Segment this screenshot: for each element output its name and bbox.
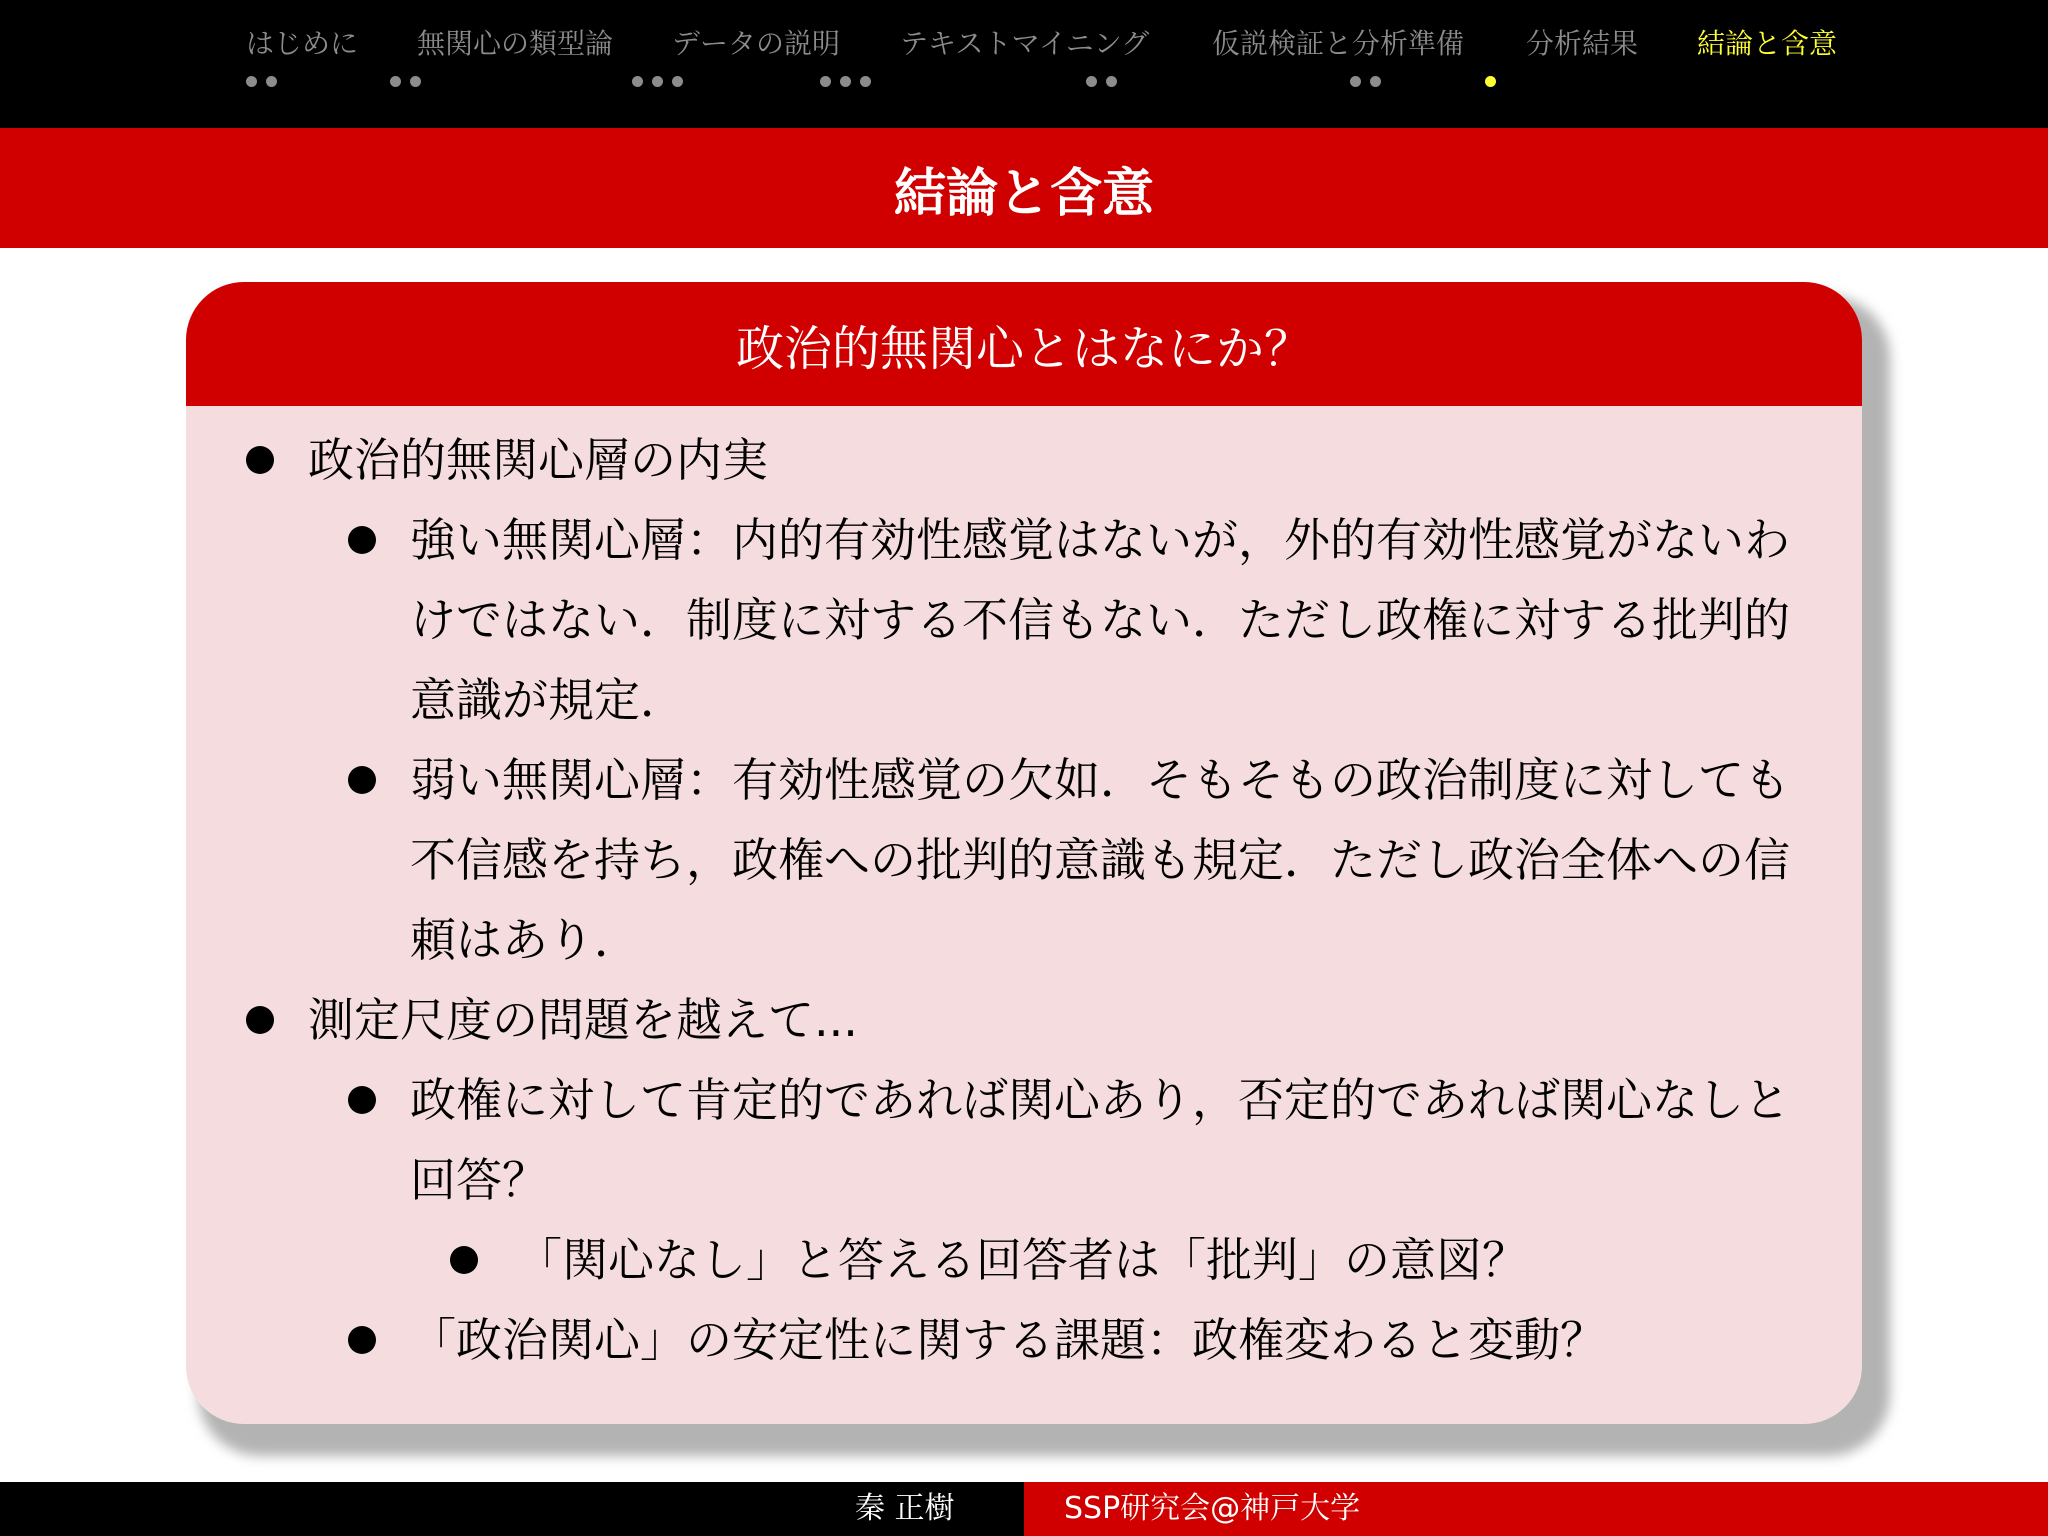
- nav-subsection-dots: [1350, 70, 1390, 92]
- list-item: [186, 420, 1862, 500]
- list-item: [186, 1300, 1756, 1380]
- nav-section-label: データの説明: [672, 27, 841, 60]
- nav-section-hypothesis[interactable]: [1212, 24, 1464, 92]
- block-body: [186, 406, 1862, 1380]
- block-title: 政治的無関心とはなにか？: [735, 320, 1312, 377]
- list-item-text: 測定尺度の問題を越えて...: [308, 993, 858, 1047]
- nav-section-typology[interactable]: [417, 24, 613, 92]
- nav-subsection-dots: [632, 70, 692, 92]
- list-item-text: 強い無関心層：内的有効性感覚はないが，外的有効性感覚がないわけではない．制度に対する不信もない．ただし政権に対する批判的意識が規定．: [410, 513, 1790, 727]
- list-item: [186, 980, 1862, 1060]
- nav-section-introduction[interactable]: [246, 24, 358, 92]
- list-item: [186, 740, 1790, 980]
- nav-section-label: 仮説検証と分析準備: [1212, 27, 1465, 60]
- nav-subsection-dot[interactable]: [410, 76, 421, 87]
- nav-subsection-dots: [1485, 70, 1505, 92]
- nav-section-label: はじめに: [246, 27, 359, 60]
- list-item-text: 政治的無関心層の内実: [308, 433, 768, 487]
- nav-subsection-dots: [246, 70, 286, 92]
- nav-section-results[interactable]: [1526, 24, 1638, 92]
- slide-title: 結論と含意: [893, 163, 1154, 224]
- nav-subsection-dot[interactable]: [1350, 76, 1361, 87]
- list-item-text: 「関心なし」と答える回答者は「批判」の意図？: [516, 1233, 1528, 1287]
- nav-subsection-dot[interactable]: [1106, 76, 1117, 87]
- nav-section-conclusion[interactable]: [1697, 24, 1837, 92]
- nav-section-data[interactable]: [672, 24, 840, 92]
- bullet-list: [186, 420, 1862, 1380]
- slide-title-bar: [0, 128, 2048, 248]
- section-navigation-bar: [0, 0, 2048, 128]
- block-header: [186, 282, 1862, 406]
- list-item-text: 「政治関心」の安定性に関する課題：政権変わると変動？: [410, 1313, 1606, 1367]
- nav-subsection-dot[interactable]: [1086, 76, 1097, 87]
- nav-subsection-dot[interactable]: [390, 76, 401, 87]
- nav-subsection-dot[interactable]: [840, 76, 851, 87]
- nav-subsection-dots: [820, 70, 880, 92]
- list-item: [186, 500, 1790, 740]
- nav-subsection-dot[interactable]: [652, 76, 663, 87]
- footer-institute: SSP研究会@神戸大学: [1064, 1491, 1361, 1526]
- list-item-text: 政権に対して肯定的であれば関心あり，否定的であれば関心なしと回答？: [410, 1073, 1790, 1207]
- nav-subsection-dots: [1086, 70, 1126, 92]
- footer-author-panel: [0, 1482, 1024, 1536]
- nav-section-label: 結論と含意: [1697, 27, 1838, 60]
- nav-subsection-dot[interactable]: [266, 76, 277, 87]
- nav-section-label: テキストマイニング: [900, 27, 1150, 60]
- content-block: [186, 282, 1862, 1424]
- footer-author: 秦 正樹: [855, 1491, 955, 1526]
- nav-subsection-dots: [390, 70, 430, 92]
- list-item-text: 弱い無関心層：有効性感覚の欠如．そもそもの政治制度に対しても不信感を持ち，政権への批判的意識も規定．ただし政治全体への信頼はあり．: [410, 753, 1790, 967]
- nav-subsection-dot[interactable]: [672, 76, 683, 87]
- nav-section-label: 無関心の類型論: [417, 27, 614, 60]
- nav-subsection-dot[interactable]: [632, 76, 643, 87]
- footer-bar: [0, 1482, 2048, 1536]
- nav-section-label: 分析結果: [1526, 27, 1639, 60]
- nav-subsection-dot[interactable]: [246, 76, 257, 87]
- nav-subsection-dot[interactable]: [860, 76, 871, 87]
- list-item: [186, 1220, 1862, 1300]
- nav-subsection-dot[interactable]: [820, 76, 831, 87]
- nav-subsection-dot[interactable]: [1370, 76, 1381, 87]
- footer-institute-panel: [1024, 1482, 2048, 1536]
- nav-subsection-dot[interactable]: [1485, 76, 1496, 87]
- list-item: [186, 1060, 1790, 1220]
